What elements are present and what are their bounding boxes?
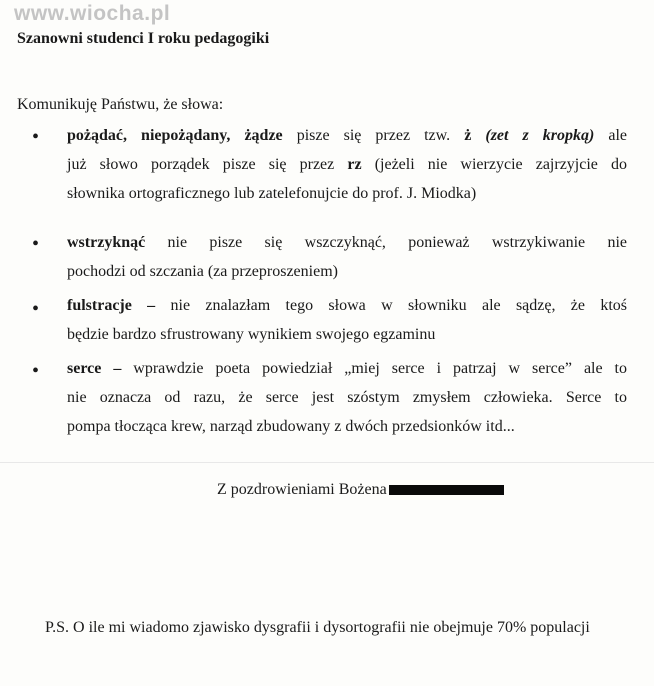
item-text: wprawdzie poeta powiedział „miej serce i patrzaj w serce” ale to [121,360,628,377]
list-item [67,354,627,441]
item-line [67,121,627,150]
item-term: ż [464,127,472,144]
item-text: nie oznacza od razu, że serce jest szóstym zmysłem człowieka. Serce to [67,389,627,406]
postscript: P.S. O ile mi wiadomo zjawisko dysgrafii i dysortografii nie obejmuje 70% populacji [45,619,590,636]
letter-title: Szanowni studenci I roku pedagogiki [17,30,270,47]
item-text: pompa tłocząca krew, narząd zbudowany z dwóch przedsionków itd... [67,418,515,435]
item-text: będzie bardzo sfrustrowany wynikiem swojego egzaminu [67,326,436,343]
item-line [67,412,627,441]
item-term: rz [347,156,362,173]
item-text: pisze się przez tzw. [282,127,465,144]
item-line [67,257,627,286]
list-item [67,228,627,286]
item-line [67,228,627,257]
item-note: (zet z kropką) [485,127,595,144]
item-line [67,320,627,349]
item-text: pochodzi od szczania (za przeproszeniem) [67,263,338,280]
item-text: ale [594,127,628,144]
bullet-3: • [32,298,40,320]
item-text [471,127,485,144]
item-line [67,291,627,320]
signoff [217,481,504,499]
signoff-text: Z pozdrowieniami Bożena [217,481,387,498]
item-term: pożądać, niepożądany, żądze [67,127,283,144]
intro-text: Komunikuję Państwu, że słowa: [17,96,224,113]
item-text: już słowo porządek pisze się przez [67,156,348,173]
item-line [67,150,627,179]
item-line [67,179,627,208]
item-term: wstrzyknąć [67,234,146,251]
item-line [67,354,627,383]
paper-fold [0,462,654,463]
item-line [67,383,627,412]
list-item [67,291,627,349]
list-item [67,121,627,208]
item-text: słownika ortograficznego lub zatelefonujcie do prof. J. Miodka) [67,185,477,202]
item-text: nie znalazłam tego słowa w słowniku ale sądzę, że ktoś [155,297,628,314]
item-text: (jeżeli nie wierzycie zajrzyjcie do [361,156,628,173]
redaction-bar [389,485,504,495]
item-term: serce – [67,360,122,377]
watermark: www.wiocha.pl [14,2,171,25]
bullet-2: • [32,233,40,255]
item-term: fulstracje – [67,297,156,314]
bullet-4: • [32,360,40,382]
item-text: nie pisze się wszczyknąć, ponieważ wstrzykiwanie nie [145,234,627,251]
bullet-1: • [32,126,40,148]
